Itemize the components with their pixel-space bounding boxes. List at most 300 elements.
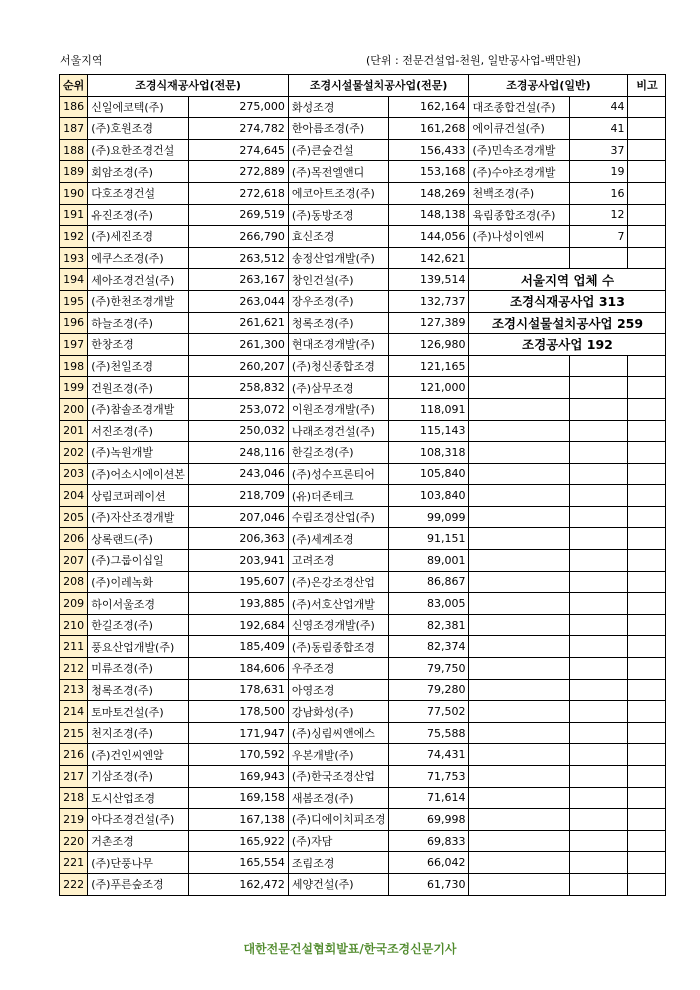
- rank-cell: 199: [60, 377, 88, 399]
- table-row: [60, 420, 666, 442]
- facility-amount: 99,099: [389, 506, 469, 528]
- rank-cell: 205: [60, 506, 88, 528]
- table-body: [60, 96, 666, 895]
- table-row: [60, 722, 666, 744]
- table-row: [60, 787, 666, 809]
- rank-cell: 207: [60, 550, 88, 572]
- facility-amount: 118,091: [389, 398, 469, 420]
- planting-company: 유진조경(주): [88, 204, 189, 226]
- general-company: [469, 377, 570, 399]
- planting-company: 하이서울조경: [88, 593, 189, 615]
- table-row: [60, 636, 666, 658]
- general-amount: [570, 873, 628, 895]
- facility-company: (주)동방조경: [288, 204, 389, 226]
- table-row: [60, 204, 666, 226]
- general-company: [469, 722, 570, 744]
- general-company: [469, 528, 570, 550]
- general-company: 대조종합건설(주): [469, 96, 570, 118]
- rank-cell: 213: [60, 679, 88, 701]
- facility-company: (주)은강조경산업: [288, 571, 389, 593]
- rank-cell: 190: [60, 182, 88, 204]
- note-cell: [628, 636, 666, 658]
- facility-amount: 148,138: [389, 204, 469, 226]
- facility-company: 에코아트조경(주): [288, 182, 389, 204]
- facility-company: (주)싱림씨앤에스: [288, 722, 389, 744]
- note-cell: [628, 658, 666, 680]
- general-company: 육림종합조경(주): [469, 204, 570, 226]
- general-company: [469, 636, 570, 658]
- note-cell: [628, 463, 666, 485]
- planting-company: 신일에코텍(주): [88, 96, 189, 118]
- facility-amount: 75,588: [389, 722, 469, 744]
- rank-cell: 200: [60, 398, 88, 420]
- planting-amount: 248,116: [188, 442, 288, 464]
- table-row: [60, 485, 666, 507]
- facility-amount: 77,502: [389, 701, 469, 723]
- note-cell: [628, 787, 666, 809]
- region-title: 서울지역: [60, 54, 103, 67]
- rank-cell: 187: [60, 118, 88, 140]
- unit-note: (단위 : 전문건설업-천원, 일반공사업-백만원): [366, 54, 581, 67]
- rank-cell: 195: [60, 290, 88, 312]
- rank-cell: 217: [60, 766, 88, 788]
- rank-cell: 212: [60, 658, 88, 680]
- facility-company: 한길조경(주): [288, 442, 389, 464]
- facility-company: 효신조경: [288, 226, 389, 248]
- note-cell: [628, 247, 666, 269]
- rank-cell: 186: [60, 96, 88, 118]
- planting-amount: 192,684: [188, 614, 288, 636]
- general-company: [469, 485, 570, 507]
- planting-amount: 272,889: [188, 161, 288, 183]
- facility-amount: 105,840: [389, 463, 469, 485]
- planting-company: 건원조경(주): [88, 377, 189, 399]
- rank-cell: 206: [60, 528, 88, 550]
- facility-company: 아영조경: [288, 679, 389, 701]
- general-company: [469, 593, 570, 615]
- facility-amount: 153,168: [389, 161, 469, 183]
- facility-company: 우주조경: [288, 658, 389, 680]
- general-company: (주)민속조경개발: [469, 139, 570, 161]
- planting-amount: 269,519: [188, 204, 288, 226]
- note-cell: [628, 355, 666, 377]
- facility-company: 청록조경(주): [288, 312, 389, 334]
- table-row: [60, 182, 666, 204]
- general-company: [469, 571, 570, 593]
- general-company: [469, 679, 570, 701]
- planting-amount: 218,709: [188, 485, 288, 507]
- note-cell: [628, 722, 666, 744]
- table-row: [60, 809, 666, 831]
- general-company: [469, 463, 570, 485]
- note-cell: [628, 766, 666, 788]
- general-amount: [570, 679, 628, 701]
- facility-company: (주)한국조경산업: [288, 766, 389, 788]
- general-header: 조경공사업(일반): [469, 75, 628, 97]
- planting-company: 토마토건설(주): [88, 701, 189, 723]
- table-row: [60, 139, 666, 161]
- summary-line: 조경공사업 192: [469, 334, 666, 356]
- table-row: [60, 334, 666, 356]
- planting-company: 회암조경(주): [88, 161, 189, 183]
- rank-cell: 215: [60, 722, 88, 744]
- table-row: [60, 355, 666, 377]
- source-credit: 대한전문건설협회발표/한국조경신문기사: [243, 942, 457, 956]
- facility-amount: 66,042: [389, 852, 469, 874]
- table-row: [60, 744, 666, 766]
- planting-amount: 206,363: [188, 528, 288, 550]
- rank-cell: 192: [60, 226, 88, 248]
- facility-amount: 132,737: [389, 290, 469, 312]
- facility-company: (주)성수프론티어: [288, 463, 389, 485]
- note-cell: [628, 377, 666, 399]
- facility-company: (유)더존테크: [288, 485, 389, 507]
- planting-amount: 253,072: [188, 398, 288, 420]
- planting-company: (주)천일조경: [88, 355, 189, 377]
- planting-company: 기삼조경(주): [88, 766, 189, 788]
- planting-company: 서진조경(주): [88, 420, 189, 442]
- planting-amount: 203,941: [188, 550, 288, 572]
- facility-amount: 139,514: [389, 269, 469, 291]
- note-cell: [628, 442, 666, 464]
- summary-line: 조경시설물설치공사업 259: [469, 312, 666, 334]
- planting-amount: 167,138: [188, 809, 288, 831]
- general-company: [469, 550, 570, 572]
- rank-cell: 218: [60, 787, 88, 809]
- rank-cell: 189: [60, 161, 88, 183]
- general-amount: [570, 550, 628, 572]
- general-amount: 16: [570, 182, 628, 204]
- facility-amount: 83,005: [389, 593, 469, 615]
- general-company: [469, 701, 570, 723]
- planting-amount: 263,044: [188, 290, 288, 312]
- note-header: 비고: [628, 75, 666, 97]
- planting-company: (주)단풍나무: [88, 852, 189, 874]
- facility-amount: 144,056: [389, 226, 469, 248]
- planting-amount: 193,885: [188, 593, 288, 615]
- planting-amount: 275,000: [188, 96, 288, 118]
- rank-cell: 204: [60, 485, 88, 507]
- planting-company: 풍요산업개발(주): [88, 636, 189, 658]
- facility-company: 현대조경개발(주): [288, 334, 389, 356]
- general-amount: [570, 593, 628, 615]
- note-cell: [628, 485, 666, 507]
- facility-amount: 156,433: [389, 139, 469, 161]
- note-cell: [628, 139, 666, 161]
- rank-cell: 196: [60, 312, 88, 334]
- note-cell: [628, 96, 666, 118]
- planting-company: 에쿠스조경(주): [88, 247, 189, 269]
- planting-amount: 178,631: [188, 679, 288, 701]
- note-cell: [628, 679, 666, 701]
- general-amount: [570, 506, 628, 528]
- planting-header: 조경식재공사업(전문): [88, 75, 289, 97]
- planting-amount: 263,512: [188, 247, 288, 269]
- note-cell: [628, 873, 666, 895]
- general-company: [469, 398, 570, 420]
- facility-amount: 148,269: [389, 182, 469, 204]
- facility-header: 조경시설물설치공사업(전문): [288, 75, 469, 97]
- general-company: [469, 442, 570, 464]
- general-company: 에이큐건설(주): [469, 118, 570, 140]
- general-amount: [570, 398, 628, 420]
- general-amount: [570, 442, 628, 464]
- rank-cell: 210: [60, 614, 88, 636]
- rank-cell: 209: [60, 593, 88, 615]
- rank-cell: 194: [60, 269, 88, 291]
- planting-amount: 261,300: [188, 334, 288, 356]
- planting-company: (주)자산조경개발: [88, 506, 189, 528]
- general-company: [469, 247, 570, 269]
- general-amount: [570, 658, 628, 680]
- facility-company: (주)세계조경: [288, 528, 389, 550]
- planting-amount: 184,606: [188, 658, 288, 680]
- facility-amount: 79,280: [389, 679, 469, 701]
- summary-line: 조경식재공사업 313: [469, 290, 666, 312]
- facility-company: 이원조경개발(주): [288, 398, 389, 420]
- rank-cell: 222: [60, 873, 88, 895]
- note-cell: [628, 118, 666, 140]
- table-row: [60, 873, 666, 895]
- table-row: [60, 766, 666, 788]
- general-amount: [570, 463, 628, 485]
- general-company: [469, 809, 570, 831]
- facility-company: 화성조경: [288, 96, 389, 118]
- facility-company: (주)자담: [288, 830, 389, 852]
- facility-amount: 142,621: [389, 247, 469, 269]
- general-amount: [570, 809, 628, 831]
- facility-company: 강남화성(주): [288, 701, 389, 723]
- facility-company: (주)청신종합조경: [288, 355, 389, 377]
- note-cell: [628, 852, 666, 874]
- note-cell: [628, 226, 666, 248]
- table-row: [60, 442, 666, 464]
- facility-amount: 121,165: [389, 355, 469, 377]
- facility-company: (주)서호산업개발: [288, 593, 389, 615]
- note-cell: [628, 809, 666, 831]
- table-row: [60, 593, 666, 615]
- facility-company: (주)동림종합조경: [288, 636, 389, 658]
- facility-amount: 162,164: [389, 96, 469, 118]
- general-company: [469, 420, 570, 442]
- planting-company: (주)호원조경: [88, 118, 189, 140]
- table-row: [60, 830, 666, 852]
- facility-company: 조림조경: [288, 852, 389, 874]
- table-row: [60, 701, 666, 723]
- facility-amount: 71,614: [389, 787, 469, 809]
- rank-cell: 214: [60, 701, 88, 723]
- general-amount: [570, 830, 628, 852]
- rank-cell: 198: [60, 355, 88, 377]
- table-row: [60, 506, 666, 528]
- planting-company: 세아조경건설(주): [88, 269, 189, 291]
- planting-company: 한길조경(주): [88, 614, 189, 636]
- table-row: [60, 658, 666, 680]
- facility-amount: 82,374: [389, 636, 469, 658]
- planting-company: (주)이레녹화: [88, 571, 189, 593]
- rank-cell: 219: [60, 809, 88, 831]
- general-company: 천백조경(주): [469, 182, 570, 204]
- planting-company: (주)녹원개발: [88, 442, 189, 464]
- facility-company: 창인건설(주): [288, 269, 389, 291]
- general-company: [469, 614, 570, 636]
- facility-amount: 61,730: [389, 873, 469, 895]
- facility-amount: 79,750: [389, 658, 469, 680]
- facility-amount: 115,143: [389, 420, 469, 442]
- facility-company: 새봄조경(주): [288, 787, 389, 809]
- facility-amount: 69,998: [389, 809, 469, 831]
- rank-cell: 216: [60, 744, 88, 766]
- note-cell: [628, 204, 666, 226]
- facility-company: 우본개발(주): [288, 744, 389, 766]
- table-row: [60, 118, 666, 140]
- general-amount: 37: [570, 139, 628, 161]
- table-row: [60, 161, 666, 183]
- table-row: [60, 528, 666, 550]
- planting-amount: 170,592: [188, 744, 288, 766]
- note-cell: [628, 506, 666, 528]
- note-cell: [628, 398, 666, 420]
- table-row: [60, 290, 666, 312]
- rank-cell: 193: [60, 247, 88, 269]
- note-cell: [628, 593, 666, 615]
- facility-amount: 161,268: [389, 118, 469, 140]
- table-row: [60, 247, 666, 269]
- note-cell: [628, 420, 666, 442]
- planting-company: (주)세진조경: [88, 226, 189, 248]
- general-amount: [570, 528, 628, 550]
- note-cell: [628, 571, 666, 593]
- general-amount: 19: [570, 161, 628, 183]
- table-row: [60, 852, 666, 874]
- table-row: [60, 463, 666, 485]
- general-company: [469, 355, 570, 377]
- general-amount: [570, 744, 628, 766]
- general-amount: 44: [570, 96, 628, 118]
- general-company: [469, 830, 570, 852]
- table-row: [60, 312, 666, 334]
- planting-company: (주)푸른숲조경: [88, 873, 189, 895]
- rank-cell: 202: [60, 442, 88, 464]
- planting-amount: 243,046: [188, 463, 288, 485]
- rank-header: 순위: [60, 75, 88, 97]
- planting-company: (주)어소시에이션본: [88, 463, 189, 485]
- planting-company: (주)요한조경건설: [88, 139, 189, 161]
- planting-company: 상림코퍼레이션: [88, 485, 189, 507]
- general-amount: 7: [570, 226, 628, 248]
- rank-cell: 220: [60, 830, 88, 852]
- facility-company: 고려조경: [288, 550, 389, 572]
- facility-amount: 108,318: [389, 442, 469, 464]
- general-amount: [570, 787, 628, 809]
- general-company: [469, 787, 570, 809]
- header-row: [60, 75, 666, 97]
- planting-amount: 250,032: [188, 420, 288, 442]
- note-cell: [628, 550, 666, 572]
- general-amount: [570, 636, 628, 658]
- planting-company: 청록조경(주): [88, 679, 189, 701]
- general-amount: [570, 722, 628, 744]
- facility-amount: 127,389: [389, 312, 469, 334]
- general-amount: [570, 571, 628, 593]
- facility-amount: 74,431: [389, 744, 469, 766]
- facility-company: 한아름조경(주): [288, 118, 389, 140]
- planting-amount: 274,782: [188, 118, 288, 140]
- general-company: (주)나성이엔씨: [469, 226, 570, 248]
- planting-company: 다호조경건설: [88, 182, 189, 204]
- table-row: [60, 398, 666, 420]
- facility-amount: 89,001: [389, 550, 469, 572]
- facility-company: (주)디에이치피조경: [288, 809, 389, 831]
- planting-amount: 169,943: [188, 766, 288, 788]
- general-amount: [570, 377, 628, 399]
- rank-cell: 201: [60, 420, 88, 442]
- planting-company: (주)그룹이십일: [88, 550, 189, 572]
- general-amount: [570, 355, 628, 377]
- planting-amount: 258,832: [188, 377, 288, 399]
- planting-company: 도시산업조경: [88, 787, 189, 809]
- general-amount: [570, 485, 628, 507]
- rank-cell: 197: [60, 334, 88, 356]
- facility-company: 장우조경(주): [288, 290, 389, 312]
- general-amount: [570, 766, 628, 788]
- planting-amount: 195,607: [188, 571, 288, 593]
- rank-cell: 208: [60, 571, 88, 593]
- table-row: [60, 269, 666, 291]
- planting-amount: 272,618: [188, 182, 288, 204]
- facility-amount: 121,000: [389, 377, 469, 399]
- planting-amount: 178,500: [188, 701, 288, 723]
- general-amount: [570, 247, 628, 269]
- general-company: [469, 658, 570, 680]
- planting-company: 천지조경(주): [88, 722, 189, 744]
- general-company: [469, 506, 570, 528]
- table-row: [60, 226, 666, 248]
- general-amount: 41: [570, 118, 628, 140]
- rank-cell: 221: [60, 852, 88, 874]
- facility-company: 송정산업개발(주): [288, 247, 389, 269]
- planting-amount: 162,472: [188, 873, 288, 895]
- general-amount: [570, 701, 628, 723]
- table-row: [60, 96, 666, 118]
- planting-amount: 171,947: [188, 722, 288, 744]
- facility-company: 신영조경개발(주): [288, 614, 389, 636]
- planting-company: (주)한천조경개발: [88, 290, 189, 312]
- note-cell: [628, 528, 666, 550]
- rank-cell: 203: [60, 463, 88, 485]
- planting-company: 하늘조경(주): [88, 312, 189, 334]
- general-amount: [570, 614, 628, 636]
- facility-amount: 103,840: [389, 485, 469, 507]
- general-amount: [570, 420, 628, 442]
- facility-amount: 69,833: [389, 830, 469, 852]
- facility-company: (주)목전엘앤디: [288, 161, 389, 183]
- planting-company: 상록랜드(주): [88, 528, 189, 550]
- facility-company: 나래조경건설(주): [288, 420, 389, 442]
- general-company: [469, 744, 570, 766]
- planting-amount: 261,621: [188, 312, 288, 334]
- general-company: [469, 873, 570, 895]
- general-company: [469, 766, 570, 788]
- table-row: [60, 550, 666, 572]
- general-company: [469, 852, 570, 874]
- planting-amount: 207,046: [188, 506, 288, 528]
- rank-cell: 188: [60, 139, 88, 161]
- planting-company: 미류조경(주): [88, 658, 189, 680]
- planting-company: (주)참솔조경개발: [88, 398, 189, 420]
- facility-amount: 71,753: [389, 766, 469, 788]
- planting-company: 한창조경: [88, 334, 189, 356]
